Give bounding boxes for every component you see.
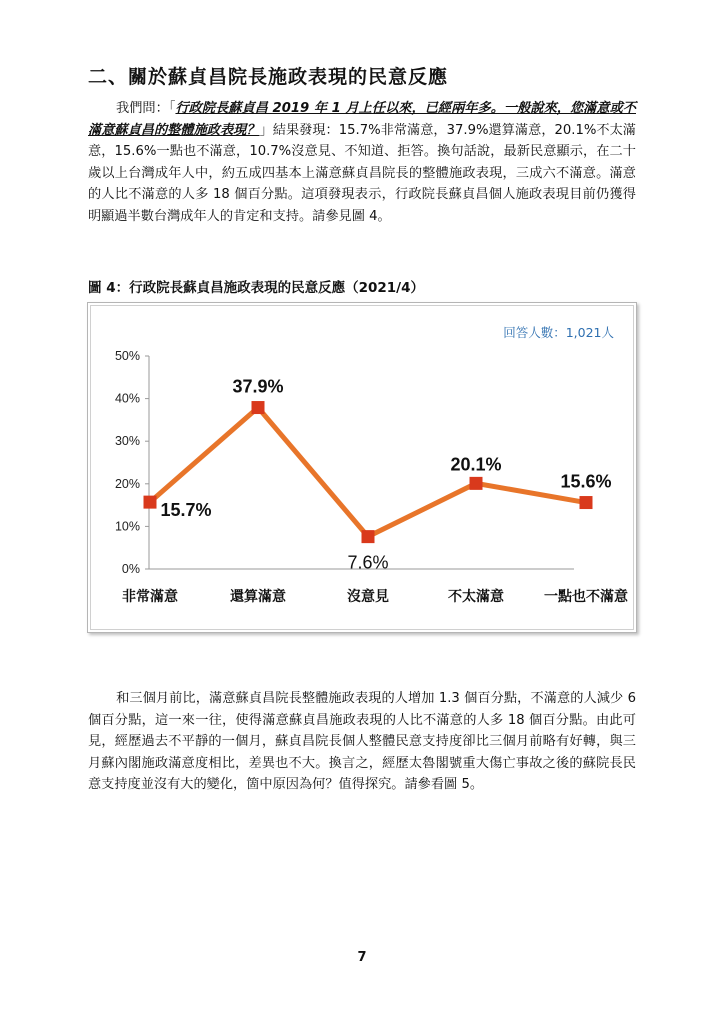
section-heading: 二、關於蘇貞昌院長施政表現的民意反應 <box>88 66 449 88</box>
x-tick-label: 非常滿意 <box>122 589 178 605</box>
data-point <box>580 496 593 509</box>
y-tick-label: 20% <box>114 476 140 491</box>
data-label: 15.6% <box>560 471 612 492</box>
figure-title: 圖 4：行政院長蘇貞昌施政表現的民意反應（2021/4） <box>88 280 424 296</box>
y-tick-label: 30% <box>114 434 140 449</box>
chart-frame <box>87 302 637 633</box>
data-point <box>144 496 157 509</box>
respondents-annotation: 回答人數：1,021人 <box>503 325 614 340</box>
page-number: 7 <box>357 950 367 965</box>
paragraph-2 <box>88 688 636 796</box>
x-tick-label: 一點也不滿意 <box>544 589 628 605</box>
paragraph-2-text: 和三個月前比，滿意蘇貞昌院長整體施政表現的人增加 1.3 個百分點，不滿意的人減少 6 個百分點，這一來一往，使得滿意蘇貞昌施政表現的人比不滿意的人多 18 個百分點。由此可見，經歷過去不平靜的一個月，蘇貞昌院長個人整體民意支持度卻比三個月前略有好轉，與三月蘇內閣施政滿意度相比，差異也不大。換言之，經歷太魯閣號重大傷亡事故之後的蘇院長民意支持度並沒有大的變化，箇中原因為何？值得探究。請參看圖 5。 <box>88 691 636 793</box>
y-tick-label: 50% <box>114 349 140 363</box>
data-label: 7.6% <box>347 552 389 573</box>
data-label: 37.9% <box>232 376 284 397</box>
y-tick-label: 40% <box>114 391 140 406</box>
x-tick-label: 不太滿意 <box>448 589 504 605</box>
data-label: 20.1% <box>450 454 502 475</box>
data-point <box>470 477 483 490</box>
x-tick-label: 還算滿意 <box>230 589 286 605</box>
data-point <box>252 401 265 414</box>
paragraph-1 <box>88 98 636 228</box>
y-tick-label: 0% <box>121 562 140 576</box>
y-tick-label: 10% <box>114 519 140 534</box>
data-label: 15.7% <box>160 500 212 521</box>
data-point <box>362 530 375 543</box>
paragraph-1-body: 」結果發現：15.7%非常滿意，37.9%還算滿意，20.1%不太滿意，15.6%一點也不滿意，10.7%沒意見、不知道、拒答。換句話說，最新民意顯示，在二十歲以上台灣成年人中，約五成四基本上滿意蘇貞昌院長的整體施政表現，三成六不滿意。滿意的人比不滿意的人多 18 個百分點。這項發現表示，行政院長蘇貞昌個人施政表現目前仍獲得明顯過半數台灣成年人的肯定和支持。請參見圖 4。 <box>88 122 636 224</box>
x-tick-label: 沒意見 <box>347 589 389 605</box>
paragraph-1-intro: 我們問：「 <box>116 101 176 116</box>
line-chart <box>88 303 638 634</box>
survey-question: 行政院長蘇貞昌 2019 年 1 月上任以來，已經兩年多。一般說來，您滿意或不滿意蘇貞昌的整體施政表現？ <box>88 101 636 138</box>
series-line <box>150 408 586 537</box>
